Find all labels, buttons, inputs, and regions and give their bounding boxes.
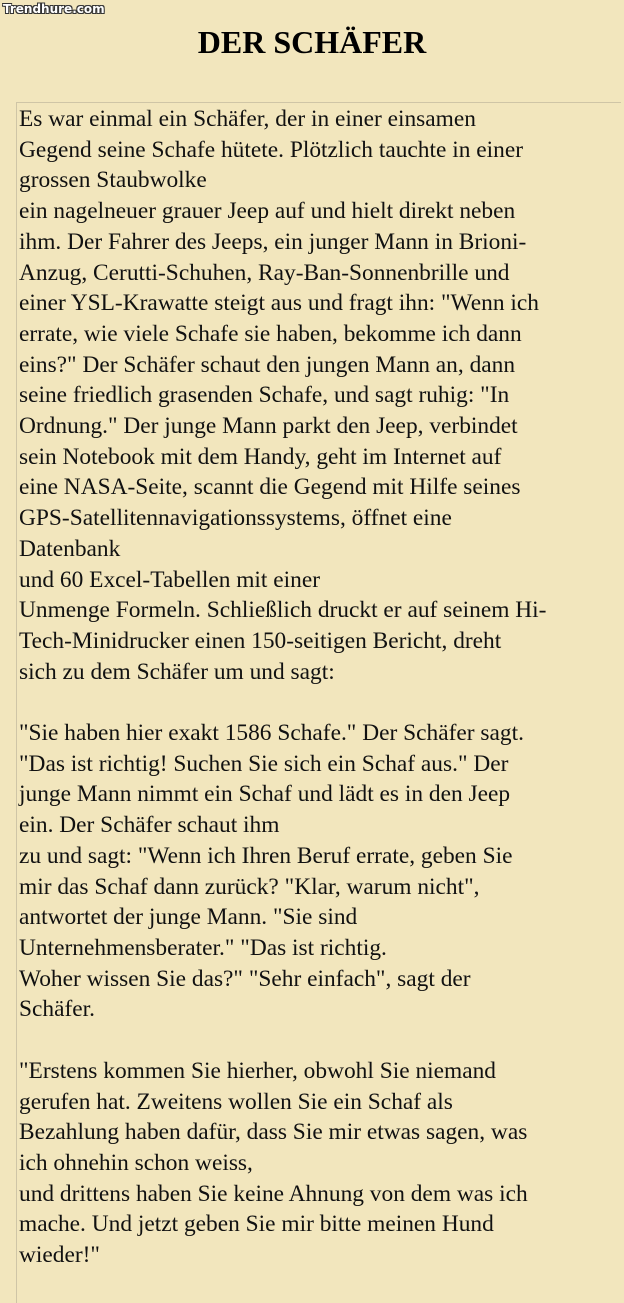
story-line: "Das ist richtig! Suchen Sie sich ein Schaf aus." Der xyxy=(19,750,509,777)
story-line: Es war einmal ein Schäfer, der in einer einsamen xyxy=(19,106,476,132)
story-line: ein. Der Schäfer schaut ihm xyxy=(19,812,280,839)
story-line: Unmenge Formeln. Schließlich druckt er auf seinem Hi- xyxy=(19,597,547,624)
story-line: Tech-Minidrucker einen 150-seitigen Bericht, dreht xyxy=(19,627,502,654)
story-line xyxy=(19,1025,623,1056)
story-line: sein Notebook mit dem Handy, geht im Internet auf xyxy=(19,443,502,470)
story-line: errate, wie viele Schafe sie haben, bekomme ich dann xyxy=(19,320,522,347)
story-line: junge Mann nimmt ein Schaf und lädt es in den Jeep xyxy=(19,781,511,808)
story-line: einer YSL-Krawatte steigt aus und fragt ihn: "Wenn ich xyxy=(19,290,539,317)
story-line: Gegend seine Schafe hütete. Plötzlich tauchte in einer xyxy=(19,136,524,163)
story-line: Anzug, Cerutti-Schuhen, Ray-Ban-Sonnenbrille und xyxy=(19,259,510,286)
story-line: sich zu dem Schäfer um und sagt: xyxy=(19,658,335,685)
story-line: eine NASA-Seite, scannt die Gegend mit Hilfe seines xyxy=(19,474,521,501)
story-line: zu und sagt: "Wenn ich Ihren Beruf errate, geben Sie xyxy=(19,842,513,869)
story-line: "Sie haben hier exakt 1586 Schafe." Der Schäfer sagt. xyxy=(19,720,524,747)
story-line: "Erstens kommen Sie hierher, obwohl Sie niemand xyxy=(19,1057,496,1084)
story-line: Unternehmensberater." "Das ist richtig. xyxy=(19,934,387,961)
story-line: mache. Und jetzt geben Sie mir bitte meinen Hund xyxy=(19,1211,494,1238)
story-line: mir das Schaf dann zurück? "Klar, warum nicht", xyxy=(19,873,480,900)
story-line: Schäfer. xyxy=(19,996,95,1023)
story-line: gerufen hat. Zweitens wollen Sie ein Schaf als xyxy=(19,1088,453,1115)
page-title: DER SCHÄFER xyxy=(197,24,427,60)
story-line: seine friedlich grasenden Schafe, und sagt ruhig: "In xyxy=(19,382,510,409)
story-line: Woher wissen Sie das?" "Sehr einfach", sagt der xyxy=(19,965,471,992)
story-line xyxy=(19,687,623,718)
story-line: ein nagelneuer grauer Jeep auf und hielt direkt neben xyxy=(19,198,516,225)
story-line: und drittens haben Sie keine Ahnung von dem was ich xyxy=(19,1180,528,1207)
story-line: Bezahlung haben dafür, dass Sie mir etwas sagen, was xyxy=(19,1119,528,1146)
story-line: ich ohnehin schon weiss, xyxy=(19,1149,253,1176)
story-line: antwortet der junge Mann. "Sie sind xyxy=(19,904,358,931)
story-line: und 60 Excel-Tabellen mit einer xyxy=(19,566,321,593)
story-line: grossen Staubwolke xyxy=(19,167,207,194)
story-line: wieder!" xyxy=(19,1242,100,1269)
story-line: Datenbank xyxy=(19,535,121,562)
story-line: GPS-Satellitennavigationssystems, öffnet eine xyxy=(19,505,452,532)
story-line: ihm. Der Fahrer des Jeeps, ein junger Mann in Brioni- xyxy=(19,228,527,255)
story-line: Ordnung." Der junge Mann parkt den Jeep, verbindet xyxy=(19,413,518,440)
story-text xyxy=(19,104,623,1271)
watermark-logo: Trendhure.com xyxy=(3,2,105,16)
story-line: eins?" Der Schäfer schaut den jungen Mann an, dann xyxy=(19,351,516,378)
